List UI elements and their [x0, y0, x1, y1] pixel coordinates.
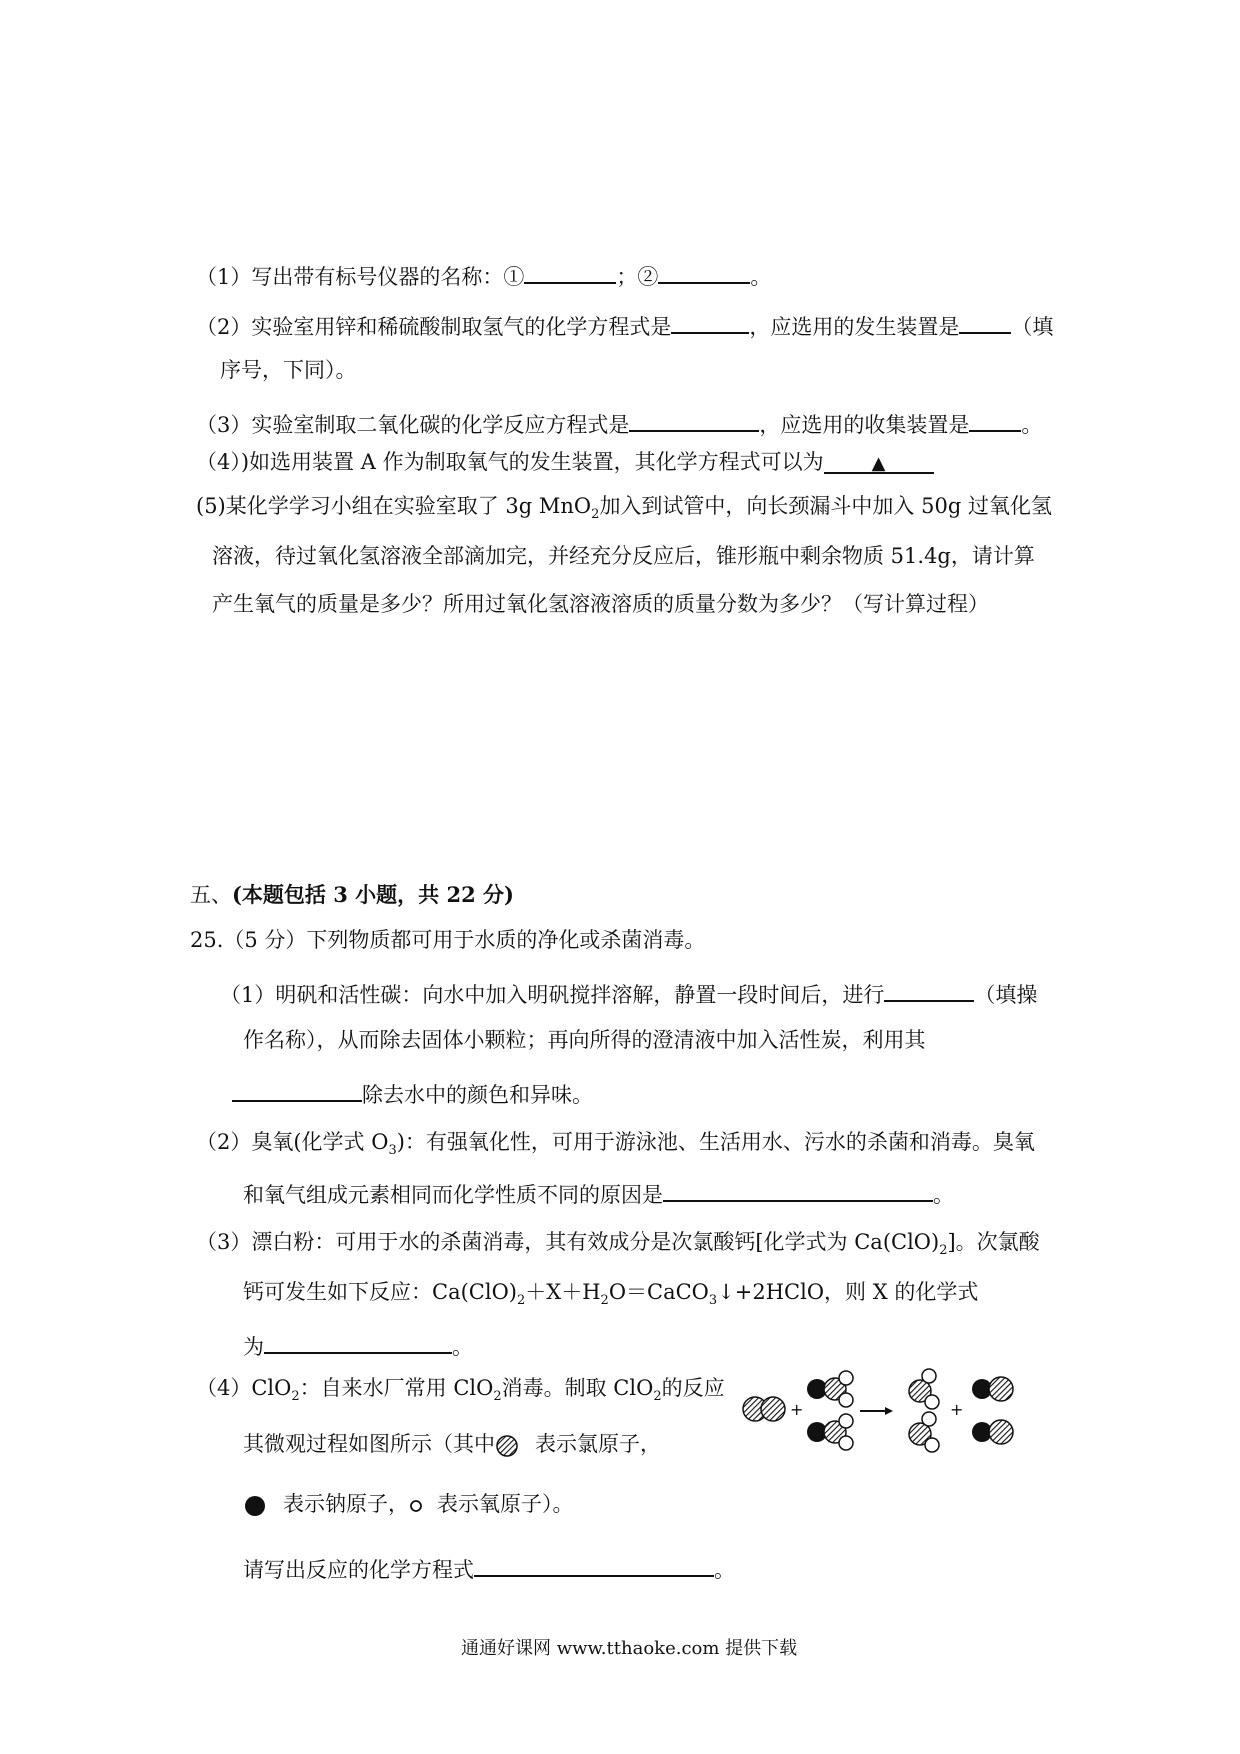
- svg-text:+: +: [950, 1400, 964, 1419]
- q25-part4-line4: 请写出反应的化学方程式 。: [243, 1555, 735, 1581]
- sodium-atom-icon: [243, 1495, 267, 1517]
- nacl-molecule: [972, 1420, 1013, 1444]
- reaction-arrow-icon: [860, 1407, 893, 1415]
- q25-heading: 25.（5 分）下列物质都可用于水质的净化或杀菌消毒。: [190, 928, 706, 952]
- q24-part2-cont: 序号，下同）。: [220, 358, 357, 382]
- nacl-molecule: [972, 1377, 1013, 1401]
- answer-blank[interactable]: [524, 262, 616, 284]
- q25-part2: （2）臭氧(化学式 $O_3$)：有强氧化性，可用于游泳池、生活用水、污水的杀菌和消毒。臭氧: [196, 1130, 1035, 1159]
- answer-blank[interactable]: [264, 1332, 452, 1354]
- q25-part4-line2: 其微观过程如图所示（其中 表示氯原子，: [243, 1432, 661, 1456]
- oxygen-atom-icon: [409, 1499, 423, 1513]
- answer-blank[interactable]: [474, 1555, 714, 1577]
- answer-blank[interactable]: [663, 1180, 933, 1202]
- answer-blank[interactable]: [629, 410, 759, 432]
- q25-part1: （1）明矾和活性碳：向水中加入明矾搅拌溶解，静置一段时间后，进行 （填操: [220, 980, 1037, 1006]
- q24-part4: （4）)如选用装置 A 作为制取氧气的发生装置，其化学方程式可以为 ▲: [196, 452, 934, 474]
- q25-part1-line2: 作名称），从而除去固体小颗粒；再向所得的澄清液中加入活性炭，利用其: [243, 1028, 926, 1052]
- q24-part2: （2）实验室用锌和稀硫酸制取氢气的化学方程式是 ，应选用的发生装置是 （填: [196, 312, 1053, 338]
- cl2-molecule: [743, 1397, 785, 1421]
- clo2-molecule: [909, 1369, 939, 1409]
- q25-part4: （4）ClO$_2$：自来水厂常用 ClO$_2$消毒。制取 ClO$_2$的反应: [196, 1376, 725, 1405]
- q24-part5: (5)某化学学习小组在实验室取了 3g MnO$_2$加入到试管中，向长颈漏斗中加入 50g 过氧化氢: [196, 494, 1052, 523]
- triangle-icon: ▲: [871, 453, 886, 474]
- svg-text:+: +: [790, 1400, 804, 1419]
- q25-part1-line3: 除去水中的颜色和异味。: [232, 1080, 593, 1106]
- answer-blank[interactable]: [969, 410, 1021, 432]
- q25-part3-line3: 为 。: [243, 1332, 473, 1358]
- section-heading: 五、(本题包括 3 小题，共 22 分): [190, 882, 514, 907]
- answer-blank[interactable]: [671, 312, 749, 334]
- answer-blank[interactable]: [884, 980, 974, 1002]
- answer-blank[interactable]: [824, 452, 934, 474]
- q24-part1: （1）写出带有标号仪器的名称：① ；② 。: [196, 262, 771, 288]
- q24-part3: （3）实验室制取二氧化碳的化学反应方程式是 ，应选用的收集装置是 。: [196, 410, 1042, 436]
- answer-blank[interactable]: [658, 262, 750, 284]
- answer-blank[interactable]: [232, 1080, 362, 1102]
- q24-part5-line2: 溶液，待过氧化氢溶液全部滴加完，并经充分反应后，锥形瓶中剩余物质 51.4g，请计算: [212, 544, 1035, 568]
- answer-blank[interactable]: [959, 312, 1011, 334]
- q25-part3-line2: 钙可发生如下反应：$Ca(ClO)_2+X+H_2O=CaCO_3↓+2HClO$，则 X 的化学式: [243, 1280, 979, 1309]
- q24-part5-line3: 产生氧气的质量是多少？所用过氧化氢溶液溶质的质量分数为多少？（写计算过程）: [212, 592, 989, 616]
- naclo2-molecule: [807, 1371, 853, 1407]
- naclo2-molecule: [807, 1414, 853, 1450]
- chlorine-atom-icon: [495, 1435, 521, 1457]
- page-footer: 通通好课网 www.tthaoke.com 提供下载: [461, 1638, 798, 1659]
- clo2-molecule: [909, 1412, 939, 1452]
- q25-part2-line2: 和氧气组成元素相同而化学性质不同的原因是 。: [243, 1180, 954, 1206]
- reaction-diagram: [735, 1364, 1035, 1464]
- q25-part3: （3）漂白粉：可用于水的杀菌消毒，其有效成分是次氯酸钙[化学式为 $Ca(ClO)_2$]。次氯酸: [196, 1230, 1040, 1259]
- q25-part4-line3: 表示钠原子， 表示氧原子）。: [243, 1494, 574, 1517]
